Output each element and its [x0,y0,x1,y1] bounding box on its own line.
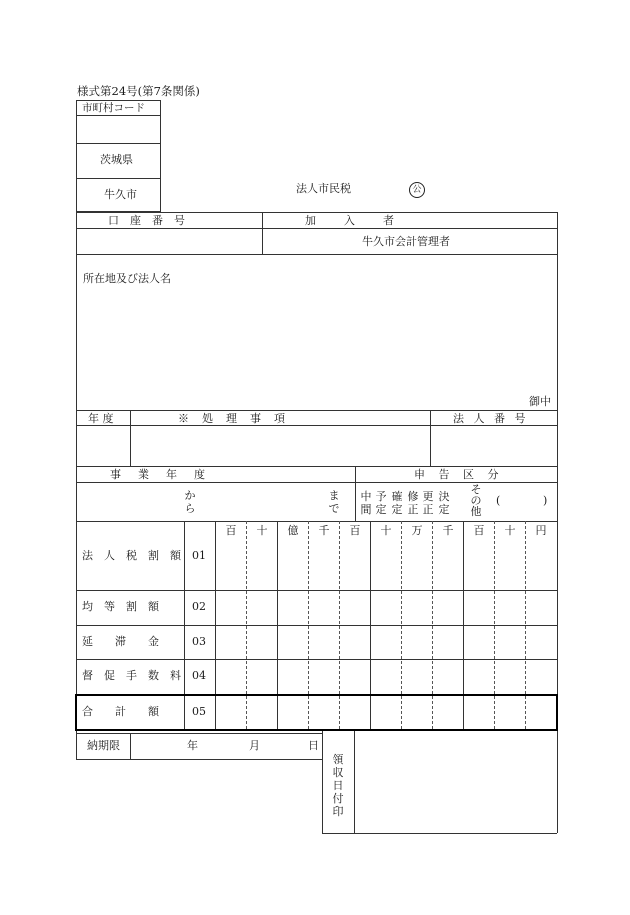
filing-type-option[interactable]: 修 正 [407,490,419,516]
amount-row-code: 01 [192,549,206,562]
digit-header: 百 [349,524,361,537]
amount-row-label: 督 促 手 数 料 [82,669,181,682]
amount-row-field[interactable] [217,544,555,568]
digit-header: 百 [225,524,237,537]
deadline-field[interactable] [135,736,315,756]
amount-row-code: 03 [192,635,206,648]
amount-row-field[interactable] [217,595,555,619]
total-row-frame [75,694,558,731]
amount-row-code: 05 [192,705,206,718]
period-to-field[interactable] [200,485,324,518]
filing-type-option[interactable]: 確 定 [391,490,403,516]
fiscal-year-label: 年 度 [88,412,114,425]
corp-number-label: 法 人 番 号 [453,412,529,425]
amount-row-code: 04 [192,669,206,682]
tax-title: 法人市民税 [296,182,351,195]
deadline-day-char: 日 [308,739,319,752]
processing-field [132,427,428,464]
onchu-text: 御中 [529,395,551,408]
filing-type-option[interactable]: 予 定 [375,490,387,516]
deadline-label: 納期限 [87,739,120,752]
filing-type-label: 申 告 区 分 [414,468,504,481]
city-code-label: 市町村コード [82,102,145,114]
digit-header: 十 [380,524,392,537]
digit-header: 億 [287,524,299,537]
address-label: 所在地及び法人名 [83,272,171,285]
digit-header: 千 [318,524,330,537]
period-to-text: ま で [328,489,340,515]
period-from-text: か ら [184,489,196,515]
digit-header: 百 [473,524,485,537]
digit-header: 円 [535,524,547,537]
deadline-year-char: 年 [187,739,198,752]
amount-row-label: 延 滞 金 [82,635,159,648]
city-code-field[interactable] [78,118,158,140]
receipt-stamp-label: 領 収 日 付 印 [332,753,344,818]
filing-type-option[interactable]: 決 定 [438,490,450,516]
digit-header: 万 [411,524,423,537]
filing-type-option[interactable]: 更 正 [422,490,434,516]
digit-header: 十 [256,524,268,537]
filing-type-option[interactable]: 中 間 [360,490,372,516]
amount-row-label: 合 計 額 [82,705,159,718]
amount-row-code: 02 [192,600,206,613]
official-seal-icon: 公 [409,182,425,198]
deadline-month-char: 月 [249,739,260,752]
business-year-label: 事 業 年 度 [110,468,208,481]
digit-header: 十 [504,524,516,537]
processing-label: ※ 処 理 事 項 [178,412,286,425]
subscriber-label: 加 入 者 [305,214,396,227]
paren-close: ) [543,494,548,507]
filing-type-other[interactable]: そ の 他 [470,483,482,518]
city-name: 牛久市 [104,188,137,201]
receipt-stamp-area [358,735,553,830]
fiscal-year-field[interactable] [78,427,128,464]
account-number-label: 口 座 番 号 [108,214,185,227]
prefecture-name: 茨城県 [100,153,133,166]
amount-row-field[interactable] [217,630,555,654]
corp-number-field[interactable] [432,427,555,464]
amount-row-label: 均 等 割 額 [82,600,159,613]
subscriber-value: 牛久市会計管理者 [362,235,450,248]
account-number-field[interactable] [78,230,260,252]
period-from-field[interactable] [80,485,180,518]
amount-row-field[interactable] [217,664,555,688]
form-number: 様式第24号(第7条関係) [77,84,200,98]
address-field[interactable] [80,290,550,390]
digit-header: 千 [442,524,454,537]
paren-open: ( [496,494,501,507]
amount-row-label: 法 人 税 割 額 [82,549,181,562]
